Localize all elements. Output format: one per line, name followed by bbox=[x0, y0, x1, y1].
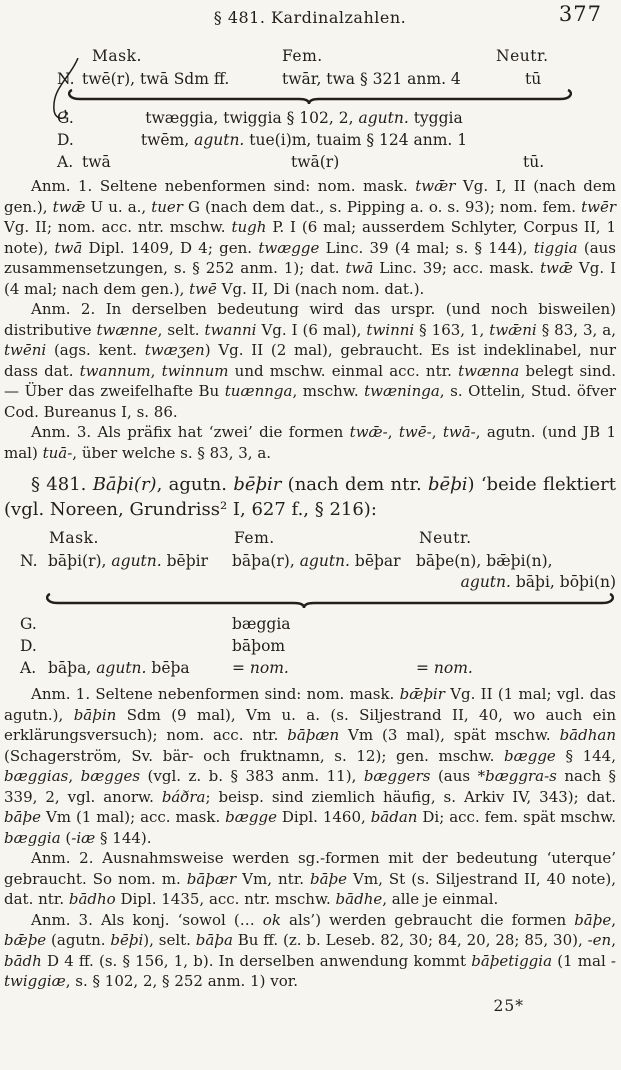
cell-a-neutr: tū. bbox=[523, 153, 545, 171]
underbrace bbox=[64, 88, 576, 105]
column-header-neutr: Neutr. bbox=[419, 529, 472, 547]
cell-n-neutr-line2: agutn. bāþi, bōþi(n) bbox=[460, 573, 616, 591]
section-heading-481: § 481. Bāþi(r), agutn. bēþir (nach dem ntr. bēþi) ‘beide flektiert (vgl. Noreen, Grundriss² I, 627 f., § 216): bbox=[4, 474, 617, 520]
underbrace bbox=[42, 592, 618, 609]
cell-a-fem: twā(r) bbox=[291, 153, 340, 171]
column-header-neutr: Neutr. bbox=[496, 47, 549, 65]
case-label-genitive: G. bbox=[20, 615, 37, 633]
paradigm-table-bathir bbox=[4, 528, 616, 682]
cell-a-mask: bāþa, agutn. bēþa bbox=[48, 659, 190, 677]
signature-mark: 25* bbox=[493, 996, 524, 1015]
cell-a-neutr: = nom. bbox=[416, 659, 473, 677]
column-header-mask: Mask. bbox=[92, 47, 142, 65]
cell-g-span: bæggia bbox=[232, 615, 291, 633]
running-head-title: § 481. Kardinalzahlen. bbox=[213, 8, 407, 27]
cell-a-mask: twā bbox=[82, 153, 111, 171]
case-label-genitive: G. bbox=[57, 109, 74, 127]
cell-d-span: bāþom bbox=[232, 637, 286, 655]
case-label-accusative: A. bbox=[20, 659, 37, 677]
cell-n-mask: bāþi(r), agutn. bēþir bbox=[48, 552, 209, 570]
column-header-fem: Fem. bbox=[234, 529, 275, 547]
page-number: 377 bbox=[558, 2, 602, 26]
note-paragraph-480-1: Anm. 1. Seltene nebenformen sind: nom. mask. twǣr Vg. I, II (nach dem gen.), twǣ U u. a., tuer G (nach dem dat., s. Pipping a. o. s. 93); nom. fem. twēr Vg. II; nom. acc. ntr. mschw. tugh P. I (6 mal; ausserdem Schlyter, Corpus II, 1 note), twā Dipl. 1409, D 4; gen. twægge Linc. 39 (4 mal; s. § 144), tiggia (aus zusammensetzungen, s. § 252 anm. 1); dat. twā Linc. 39; acc. mask. twǣ Vg. I (4 mal; nach dem gen.), twē Vg. II, Di (nach nom. dat.). bbox=[4, 177, 617, 298]
column-header-mask: Mask. bbox=[49, 529, 99, 547]
note-paragraph-481-3: Anm. 3. Als konj. ‘sowol (… ok als’) werden gebraucht die formen bāþe, bǣþe (agutn. bēþi), selt. bāþa Bu ff. (z. b. Leseb. 82, 30; 84, 20, 28; 85, 30), -en, bādh D 4 ff. (s. § 156, 1, b). In derselben anwendung kommt bāþetiggia (1 mal -twiggiæ, s. § 102, 2, § 252 anm. 1) vor. bbox=[4, 910, 616, 990]
case-label-nominative: N. bbox=[20, 552, 38, 570]
column-header-fem: Fem. bbox=[282, 47, 323, 65]
paradigm-table-twar bbox=[4, 46, 616, 174]
cell-g-span: twæggia, twiggia § 102, 2, agutn. tyggia bbox=[145, 109, 463, 127]
cell-n-mask: twē(r), twā Sdm ff. bbox=[82, 70, 230, 88]
note-paragraph-480-2: Anm. 2. In derselben bedeutung wird das urspr. (und noch bisweilen) distributive twænne, selt. twanni Vg. I (6 mal), twinni § 163, 1, twǣni § 83, 3, a, twēni (ags. kent. twæʒen) Vg. II (2 mal), gebraucht. Es ist indeklinabel, nur dass dat. twannum, twinnum und mschw. einmal acc. ntr. twænna belegt sind. — Über das zweifelhafte Bu tuænnga, mschw. twæninga, s. Ottelin, Stud. öfver Cod. Bureanus I, s. 86. bbox=[4, 300, 616, 421]
case-label-dative: D. bbox=[57, 131, 74, 149]
cell-n-fem: twār, twa § 321 anm. 4 bbox=[282, 70, 461, 88]
note-paragraph-481-1: Anm. 1. Seltene nebenformen sind: nom. mask. bǣþir Vg. II (1 mal; vgl. das agutn.), bāþin Sdm (9 mal), Vm u. a. (s. Siljestrand II, 40, wo auch ein erklärungsversuch); nom. acc. ntr. bāþæn Vm (3 mal), spät mschw. bādhan (Schagerström, Sv. bär- och fruktnamn, s. 12); gen. mschw. bægge § 144, bæggias, bægges (vgl. z. b. § 383 anm. 11), bæggers (aus *bæggra-s nach § 339, 2, vgl. anorw. báðra; beisp. sind ziemlich häufig, s. Arkiv IV, 343); dat. bāþe Vm (1 mal); acc. mask. bægge Dipl. 1460, bādan Di; acc. fem. spät mschw. bæggia (-iæ § 144). bbox=[4, 685, 617, 847]
cell-n-fem: bāþa(r), agutn. bēþar bbox=[232, 552, 401, 570]
case-label-nominative: N. bbox=[57, 70, 75, 88]
cell-n-neutr-line1: bāþe(n), bǣþi(n), bbox=[416, 552, 553, 570]
running-head bbox=[4, 2, 616, 34]
cell-a-fem: = nom. bbox=[232, 659, 289, 677]
cell-n-neutr: tū bbox=[525, 70, 542, 88]
case-label-accusative: A. bbox=[57, 153, 74, 171]
note-paragraph-481-2: Anm. 2. Ausnahmsweise werden sg.-formen mit der bedeutung ‘uterque’ gebraucht. So nom. m. bāþær Vm, ntr. bāþe Vm, St (s. Siljestrand II, 40 note), dat. ntr. bādho Dipl. 1435, acc. ntr. mschw. bādhe, alle je einmal. bbox=[4, 849, 616, 908]
case-label-dative: D. bbox=[20, 637, 37, 655]
cell-d-span: twēm, agutn. tue(i)m, tuaim § 124 anm. 1 bbox=[140, 131, 468, 149]
note-paragraph-480-3: Anm. 3. Als präfix hat ‘zwei’ die formen twǣ-, twē-, twā-, agutn. (und JB 1 mal) tuā-, über welche s. § 83, 3, a. bbox=[4, 423, 617, 462]
